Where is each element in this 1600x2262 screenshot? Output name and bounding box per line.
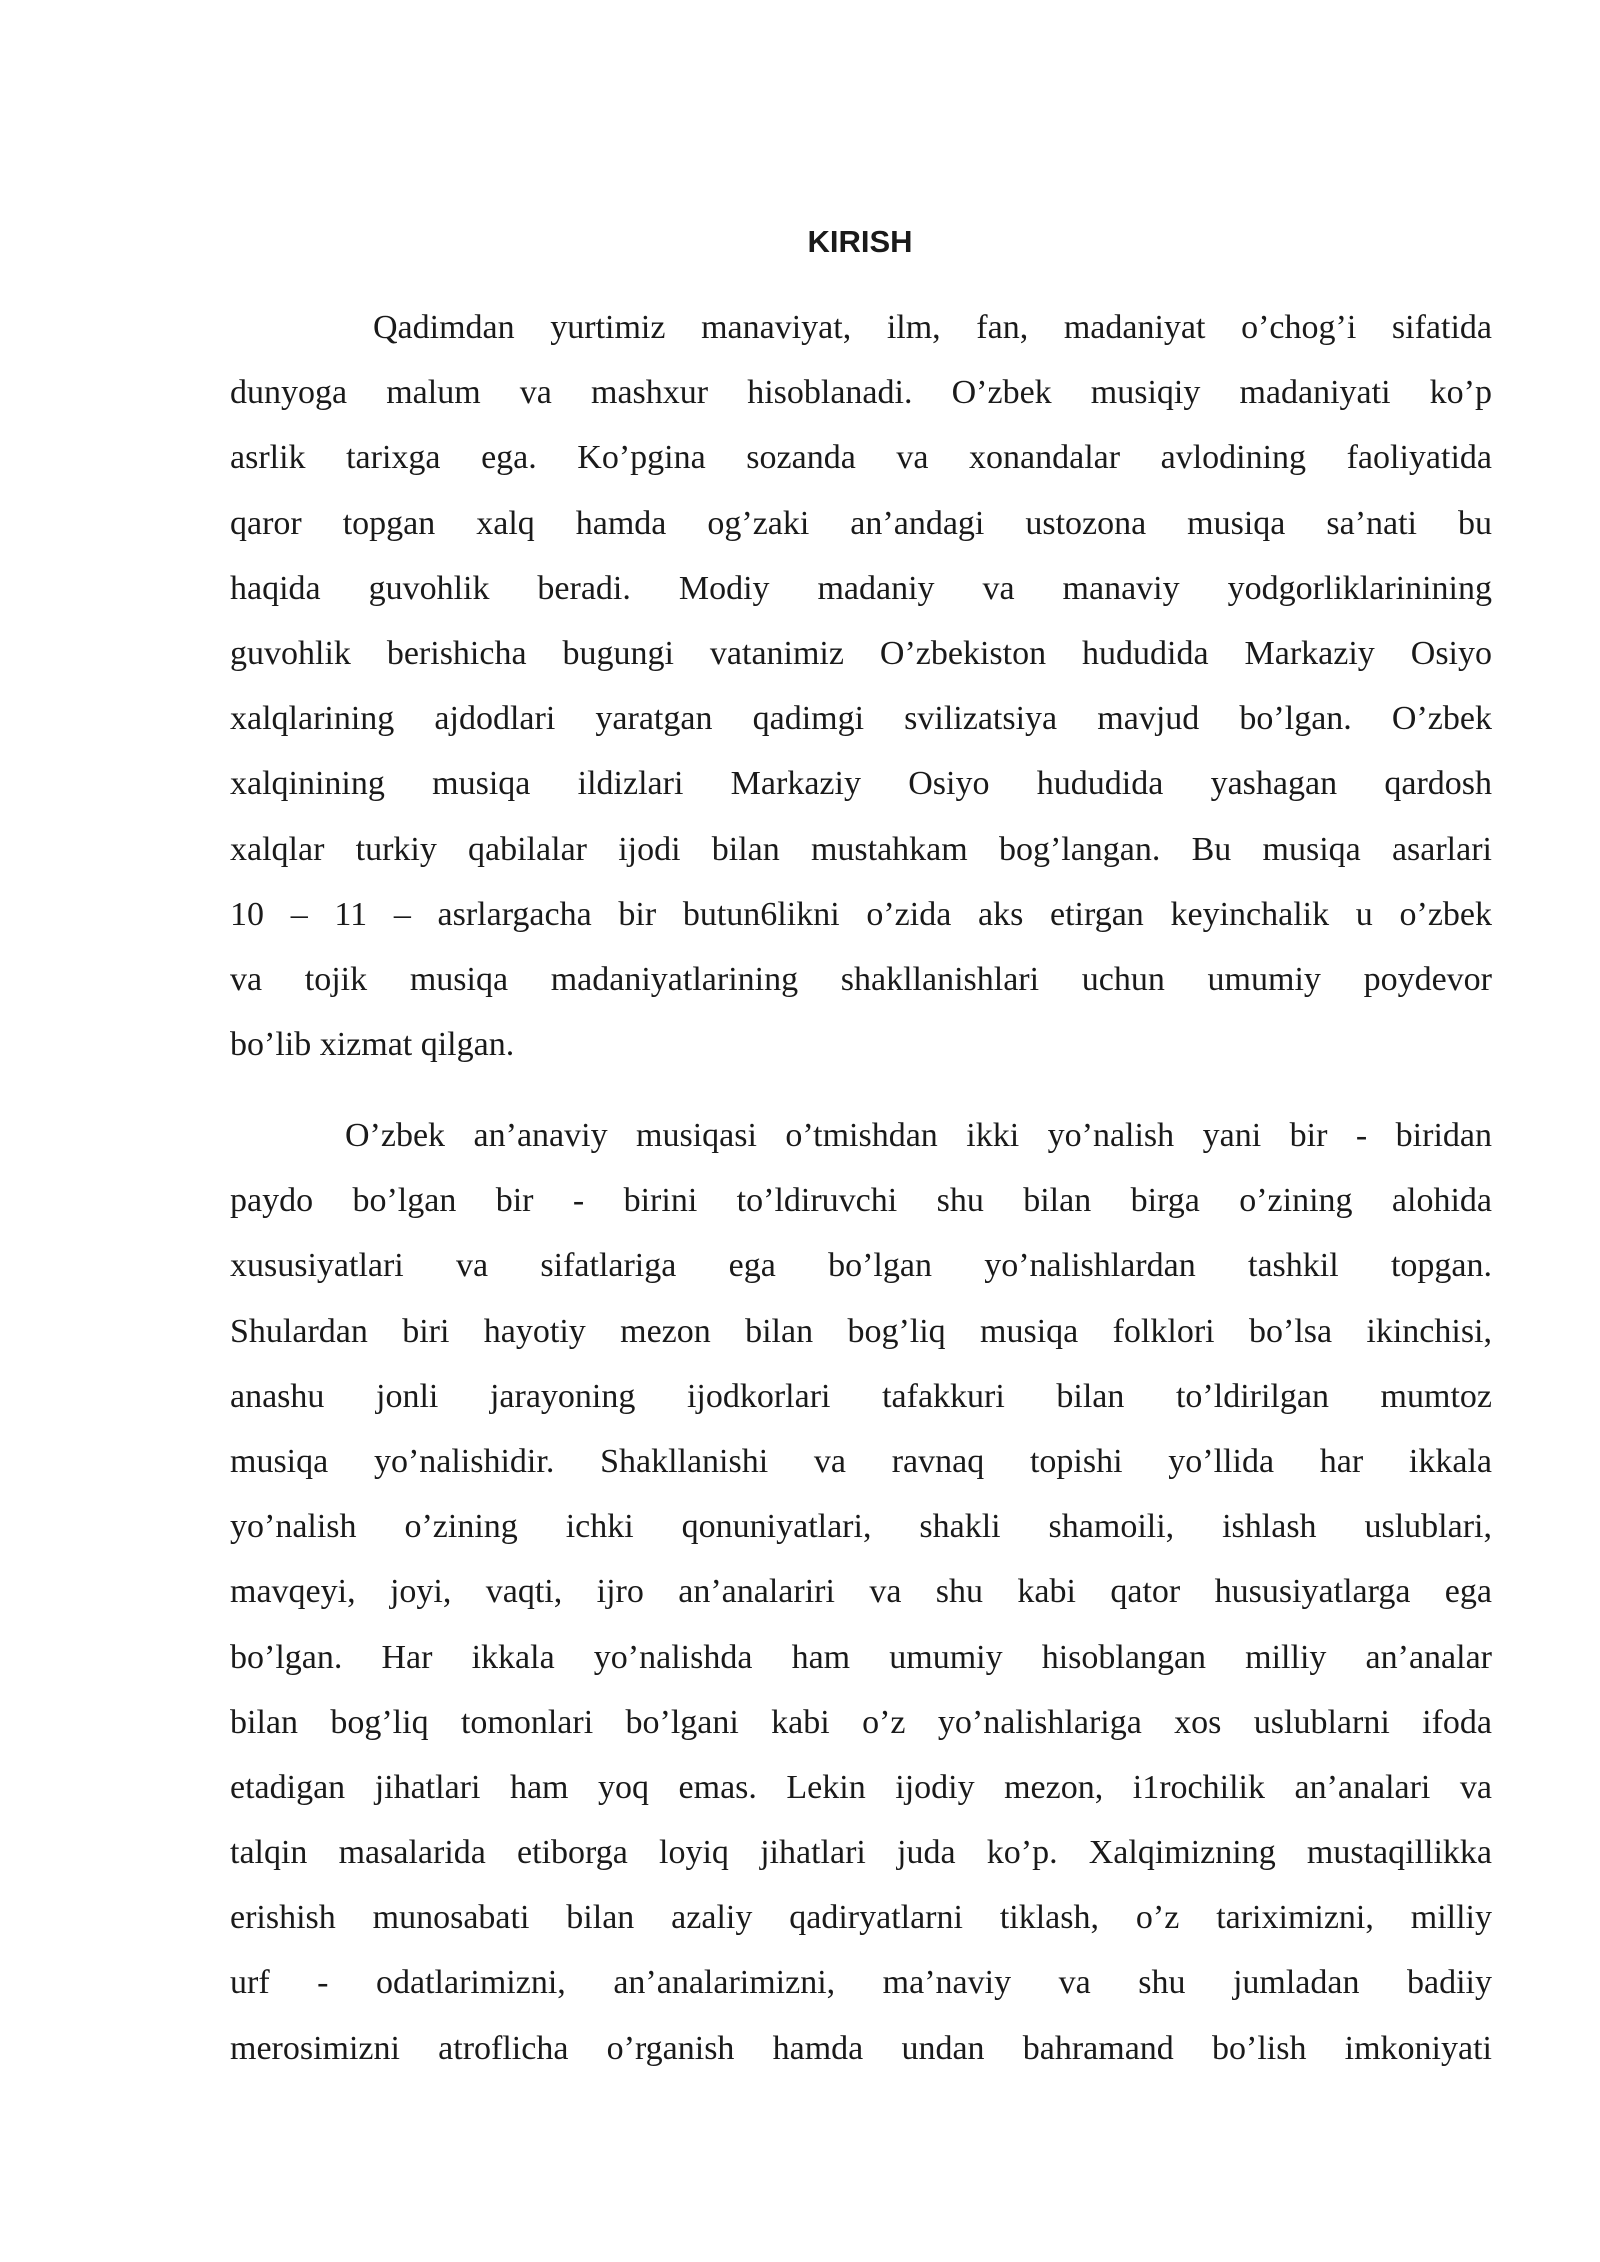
paragraph-line: urf - odatlarimizni, an’analarimizni, ma’naviy va shu jumladan badiiy xyxy=(230,1964,1492,2002)
paragraph-2 xyxy=(230,1103,1492,2081)
paragraph-line: xalqinining musiqa ildizlari Markaziy Osiyo hududida yashagan qardosh xyxy=(230,765,1492,803)
page-title: KIRISH xyxy=(807,224,913,259)
paragraph-line: mavqeyi, joyi, vaqti, ijro an’analariri va shu kabi qator hususiyatlarga ega xyxy=(230,1573,1492,1611)
paragraph-line: etadigan jihatlari ham yoq emas. Lekin ijodiy mezon, i1rochilik an’analari va xyxy=(230,1768,1492,1806)
paragraph-line: haqida guvohlik beradi. Modiy madaniy va manaviy yodgorliklarinining xyxy=(230,569,1492,607)
paragraph-line: dunyoga malum va mashxur hisoblanadi. O’zbek musiqiy madaniyati ko’p xyxy=(230,374,1492,412)
paragraph-1 xyxy=(230,295,1492,1077)
paragraph-line: talqin masalarida etiborga loyiq jihatlari juda ko’p. Xalqimizning mustaqillikka xyxy=(230,1834,1492,1872)
paragraph-line: O’zbek an’anaviy musiqasi o’tmishdan ikki yo’nalish yani bir - biridan xyxy=(345,1117,1492,1154)
paragraph-line: xalqlar turkiy qabilalar ijodi bilan mustahkam bog’langan. Bu musiqa asarlari xyxy=(230,830,1492,868)
paragraph-line: xususiyatlari va sifatlariga ega bo’lgan yo’nalishlardan tashkil topgan. xyxy=(230,1247,1492,1285)
paragraph-line: bilan bog’liq tomonlari bo’lgani kabi o’z yo’nalishlariga xos uslublarni ifoda xyxy=(230,1703,1492,1741)
paragraph-line: Qadimdan yurtimiz manaviyat, ilm, fan, madaniyat o’chog’i sifatida xyxy=(373,309,1492,346)
paragraph-line: bo’lib xizmat qilgan. xyxy=(230,1026,515,1064)
paragraph-line: guvohlik berishicha bugungi vatanimiz O’zbekiston hududida Markaziy Osiyo xyxy=(230,634,1492,672)
paragraph-line: asrlik tarixga ega. Ko’pgina sozanda va xonandalar avlodining faoliyatida xyxy=(230,439,1492,477)
paragraph-line: musiqa yo’nalishidir. Shakllanishi va ravnaq topishi yo’llida har ikkala xyxy=(230,1442,1492,1480)
paragraph-line: anashu jonli jarayoning ijodkorlari tafakkuri bilan to’ldirilgan mumtoz xyxy=(230,1377,1492,1415)
paragraph-line: paydo bo’lgan bir - birini to’ldiruvchi shu bilan birga o’zining alohida xyxy=(230,1182,1492,1220)
paragraph-line: bo’lgan. Har ikkala yo’nalishda ham umumiy hisoblangan milliy an’analar xyxy=(230,1638,1492,1676)
paragraph-line: Shulardan biri hayotiy mezon bilan bog’liq musiqa folklori bo’lsa ikinchisi, xyxy=(230,1312,1492,1350)
paragraph-line: merosimizni atroflicha o’rganish hamda undan bahramand bo’lish imkoniyati xyxy=(230,2029,1492,2067)
paragraph-line: yo’nalish o’zining ichki qonuniyatlari, shakli shamoili, ishlash uslublari, xyxy=(230,1508,1492,1546)
paragraph-line: xalqlarining ajdodlari yaratgan qadimgi svilizatsiya mavjud bo’lgan. O’zbek xyxy=(230,700,1492,738)
paragraph-line: va tojik musiqa madaniyatlarining shakllanishlari uchun umumiy poydevor xyxy=(230,960,1492,998)
paragraph-line: erishish munosabati bilan azaliy qadiryatlarni tiklash, o’z tariximizni, milliy xyxy=(230,1899,1492,1937)
paragraph-line: qaror topgan xalq hamda og’zaki an’andagi ustozona musiqa sa’nati bu xyxy=(230,504,1492,542)
paragraph-line: 10 – 11 – asrlargacha bir butun6likni o’zida aks etirgan keyinchalik u o’zbek xyxy=(230,895,1492,933)
